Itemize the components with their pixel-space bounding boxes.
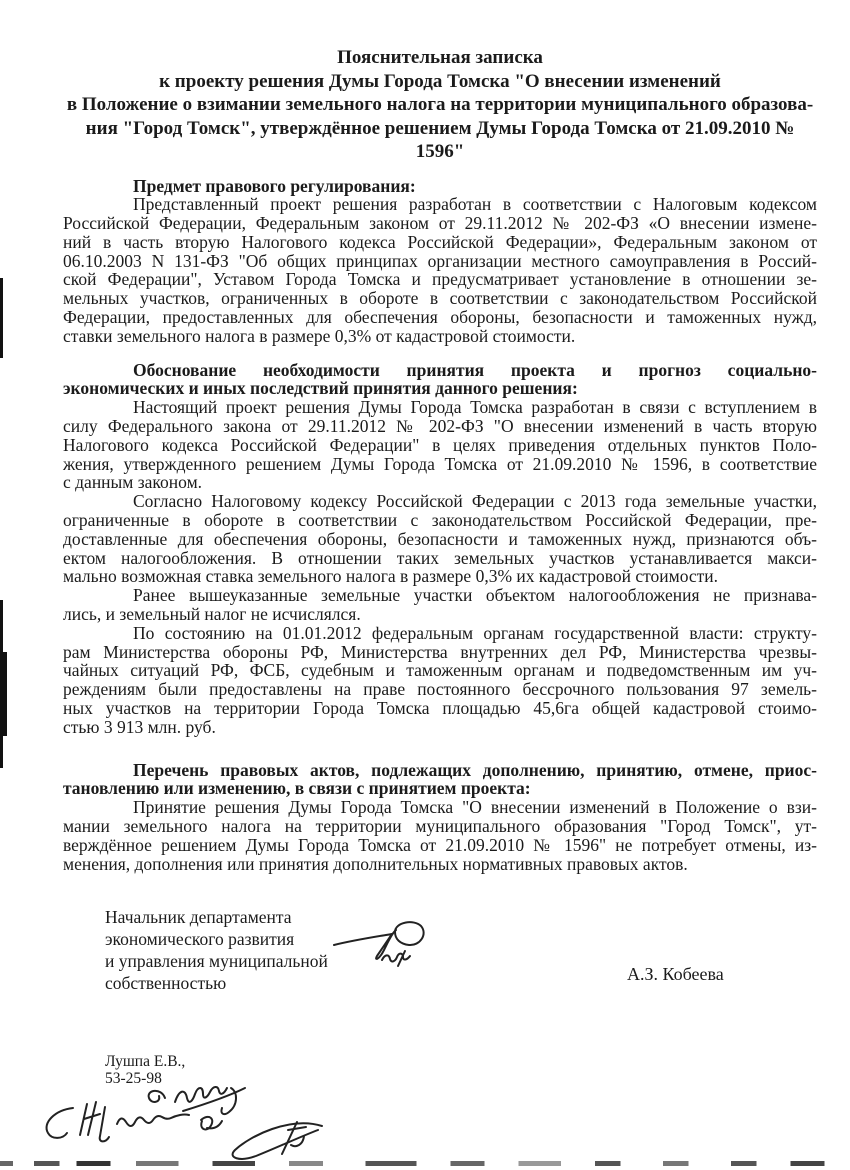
text-line: Принятие решения Думы Города Томска "О внесении изменений в Положение о взи- [133, 797, 817, 818]
text-line: тановлению или изменению, в связи с принятием проекта: [63, 778, 531, 799]
text-line: Представленный проект решения разработан в соответствии с Налоговым кодексом [133, 194, 817, 215]
text-line: в Положение о взимании земельного налога на территории муниципального образова- [66, 94, 814, 115]
section-heading-acts-list [63, 761, 817, 799]
paragraph-subject [63, 195, 817, 345]
paragraph-justification-2 [63, 492, 817, 586]
text-line: По состоянию на 01.01.2012 федеральным органам государственной власти: структу- [133, 622, 817, 643]
text-line: ектом налогообложения. В отношении таких земельных участков устанавливается макси- [63, 547, 817, 568]
scan-bottom-artifact [0, 1161, 850, 1166]
signature-kobeeva-icon [332, 918, 437, 970]
text-line: доставленные для обеспечения обороны, безопасности и таможенных нужд, признаются объ- [63, 528, 817, 549]
text-line: лись, и земельный налог не исчислялся. [63, 604, 361, 625]
paragraph-justification-4 [63, 624, 817, 737]
text-line: Обоснование необходимости принятия проекта и прогноз социально- [133, 359, 817, 380]
document-title [63, 46, 817, 164]
paragraph-justification-3 [63, 586, 817, 624]
text-line: чайных ситуаций РФ, ФСБ, судебным и таможенным органам и подведомственным им уч- [63, 660, 817, 681]
text-line: мально возможная ставка земельного налога в размере 0,3% их кадастровой стоимости. [63, 566, 719, 587]
text-line: силу Федерального закона от 29.11.2012 № 202-ФЗ "О внесении изменений в часть вторую [63, 416, 817, 437]
paragraph-acts-list [63, 798, 817, 873]
paragraph-justification-1 [63, 398, 817, 492]
text-line: экономических и иных последствий принятия данного решения: [63, 378, 578, 399]
text-line: ставки земельного налога в размере 0,3% от кадастровой стоимости. [63, 325, 576, 346]
contact-phone: 53-25-98 [105, 1070, 162, 1087]
text-line: Перечень правовых актов, подлежащих дополнению, принятию, отмене, приос- [133, 759, 817, 780]
text-line: ний в часть вторую Налогового кодекса Российской Федерации», Федеральным законом от [63, 231, 817, 252]
text-line: экономического развития [105, 929, 295, 949]
text-line: 06.10.2003 N 131-ФЗ "Об общих принципах организации местного самоуправления в Россий- [63, 250, 817, 271]
text-line: Российской Федерации, Федеральным законом от 29.11.2012 № 202-ФЗ «О внесении измене- [63, 213, 817, 234]
text-line: Начальник департамента [105, 907, 292, 927]
text-line: Ранее вышеуказанные земельные участки объектом налогообложения не признава- [133, 585, 817, 606]
text-line: с данным законом. [63, 472, 203, 493]
text-line: верждённое решением Думы Города Томска от 21.09.2010 № 1596" не потребует отмены, из- [63, 834, 817, 855]
scan-edge-artifact [0, 652, 7, 736]
text-line: ных участков на территории Города Томска площадью 45,6га общей кадастровой стоимо- [63, 698, 817, 719]
footer-autographs-icon [35, 1080, 335, 1162]
text-line: мельных участков, ограниченных в обороте в соответствии с законодательством Российской [63, 288, 817, 309]
text-line: менения, дополнения или принятия дополнительных нормативных правовых актов. [63, 853, 688, 874]
text-line: Предмет правового регулирования: [133, 175, 416, 196]
text-line: стью 3 913 млн. руб. [63, 716, 216, 737]
text-line: жения, утвержденного решением Думы Города Томска от 21.09.2010 № 1596, в соответствие [63, 453, 817, 474]
text-line: Согласно Налоговому кодексу Российской Федерации с 2013 года земельные участки, [133, 491, 817, 512]
signer-name: А.З. Кобеева [627, 964, 724, 984]
text-line: ской Федерации", Уставом Города Томска и предусматривает установление в отношении зе- [63, 269, 817, 290]
text-line: Налогового кодекса Российской Федерации" в целях приведения отдельных пунктов Поло- [63, 434, 817, 455]
text-line: ния "Город Томск", утверждённое решением Думы Города Томска от 21.09.2010 № 1596" [85, 117, 795, 162]
text-line: Настоящий проект решения Думы Города Томска разработан в связи с вступлением в [133, 397, 817, 418]
text-line: Федерации, предоставленных для обеспечения обороны, безопасности и таможенных нужд, [63, 307, 817, 328]
scan-edge-artifact [0, 278, 3, 358]
text-line: мании земельного налога на территории муниципального образования "Город Томск", ут- [63, 816, 817, 836]
text-line: реждениям были предоставлены на праве постоянного бессрочного пользования 97 земель- [63, 679, 817, 700]
text-line: ограниченные в обороте в соответствии с законодательством Российской Федерации, пре- [63, 510, 817, 531]
text-line: рам Министерства обороны РФ, Министерства внутренних дел РФ, Министерства чрезвы- [63, 641, 817, 662]
text-line: к проекту решения Думы Города Томска "О внесении изменений [159, 70, 721, 92]
text-line: и управления муниципальной [105, 951, 328, 971]
signer-position-text [105, 906, 328, 994]
contact-name: Лушпа Е.В., [105, 1053, 186, 1070]
text-line: Пояснительная записка [337, 47, 543, 68]
section-heading-subject [63, 177, 817, 196]
document-text-column [63, 46, 817, 873]
section-heading-justification [63, 361, 817, 399]
text-line: собственностью [105, 973, 227, 993]
